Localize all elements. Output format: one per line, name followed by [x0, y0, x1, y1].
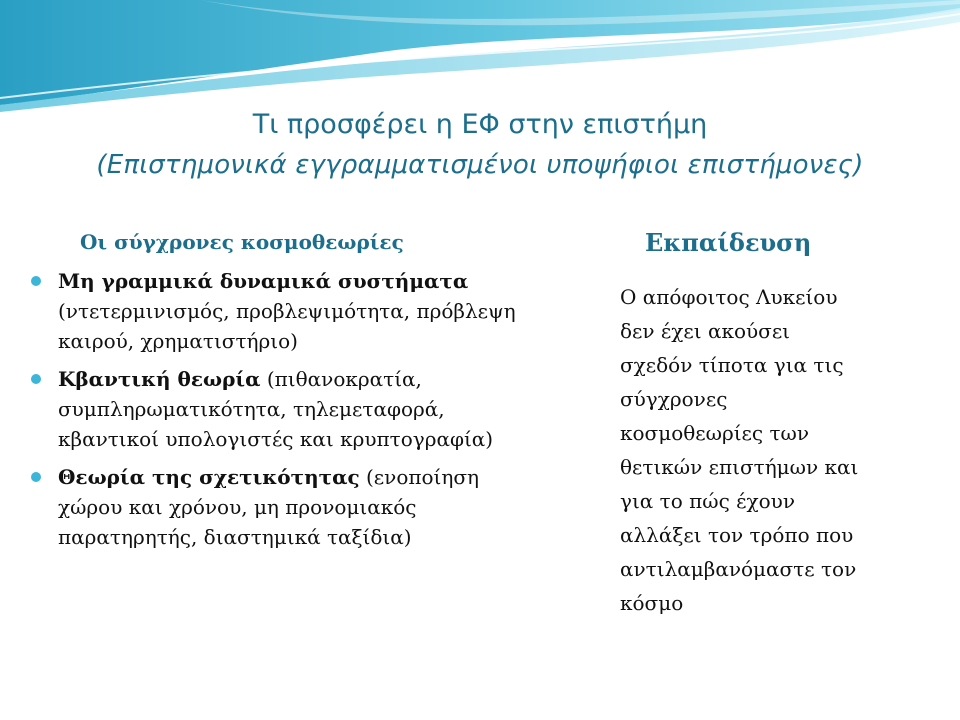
list-item [30, 266, 530, 356]
text-line: σύγχρονες [620, 387, 728, 411]
header-wave-decoration [0, 0, 960, 120]
text-line: για το πώς έχουν [620, 489, 795, 513]
slide-title [0, 105, 960, 185]
bullet-bold-term: Θεωρία της σχετικότητας [58, 465, 360, 489]
bullet-icon [31, 472, 41, 482]
text-line: θετικών επιστήμων και [620, 455, 859, 479]
text-line: σχεδόν τίποτα για τις [620, 353, 844, 377]
bullet-icon [31, 374, 41, 384]
right-column-text [620, 280, 920, 620]
bullet-icon [31, 276, 41, 286]
title-line-1: Τι προσφέρει η ΕΦ στην επιστήμη [252, 109, 708, 140]
bullet-detail: (ντετερμινισμός, προβλεψιμότητα, πρόβλεψη καιρού, χρηματιστήριο) [58, 299, 516, 353]
list-item [30, 364, 530, 454]
text-line: αντιλαμβανόμαστε τον [620, 557, 857, 581]
right-column-heading: Εκπαίδευση [645, 228, 812, 257]
bullet-list [30, 266, 530, 560]
bullet-detail: (ενοποίηση χώρου και χρόνου, μη προνομιακός παρατηρητής, διαστημικά ταξίδια) [58, 465, 480, 549]
bullet-bold-term: Κβαντική θεωρία [58, 367, 261, 391]
bullet-bold-term: Μη γραμμικά δυναμικά συστήματα [58, 269, 469, 293]
text-line: κοσμοθεωρίες των [620, 421, 809, 445]
list-item [30, 462, 530, 552]
text-line: Ο απόφοιτος Λυκείου [620, 285, 838, 309]
left-column-heading: Οι σύγχρονες κοσμοθεωρίες [80, 230, 404, 254]
text-line: κόσμο [620, 591, 684, 615]
title-line-2: (Επιστημονικά εγγραμματισμένοι υποψήφιοι επιστήμονες) [96, 150, 864, 180]
text-line: αλλάξει τον τρόπο που [620, 523, 854, 547]
bullet-detail: (πιθανοκρατία, συμπληρωματικότητα, τηλεμεταφορά, κβαντικοί υπολογιστές και κρυπτογραφία) [58, 367, 494, 451]
text-line: δεν έχει ακούσει [620, 319, 791, 343]
